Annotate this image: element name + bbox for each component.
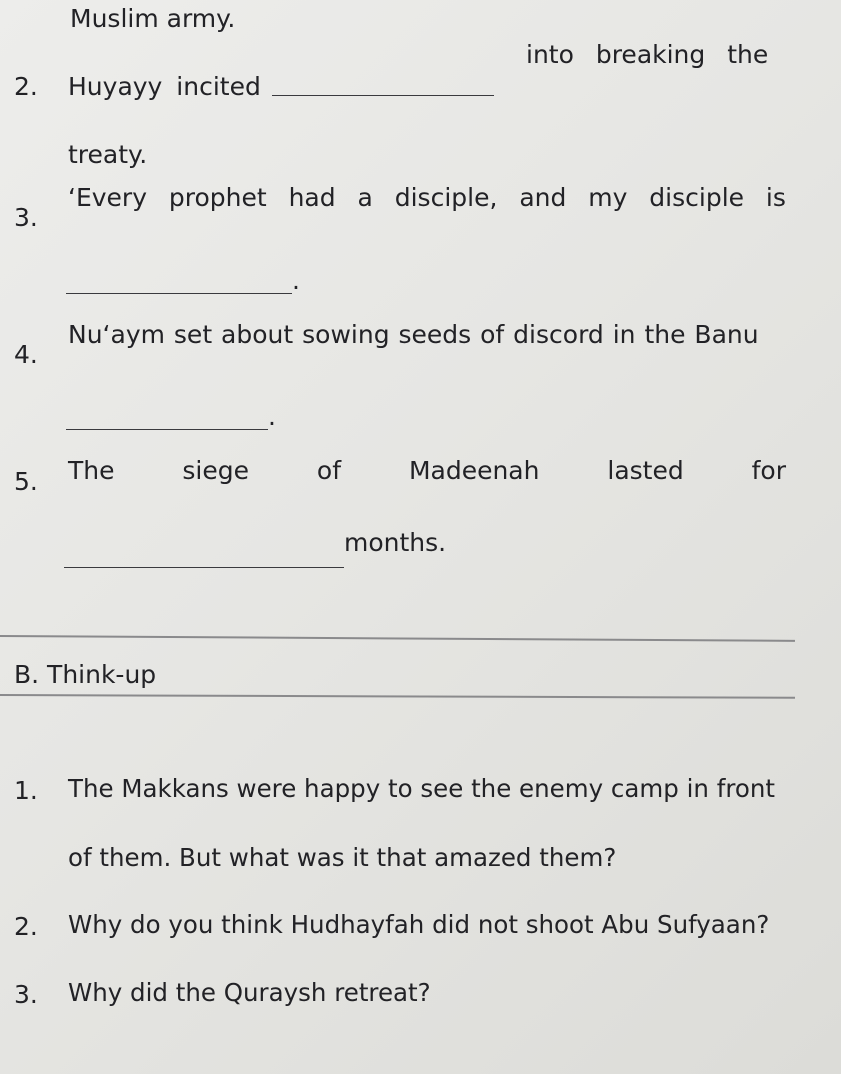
- question-5-word: of: [316, 456, 342, 485]
- question-4-text: Nu‘aym set about sowing seeds of discord in the Banu: [68, 320, 759, 349]
- question-5-number: 5.: [14, 467, 38, 496]
- think-up-question-3-number: 3.: [14, 980, 38, 1009]
- question-5-word: for: [751, 456, 786, 485]
- question-3-word: disciple: [649, 183, 745, 212]
- think-up-question-2-number: 2.: [14, 912, 38, 941]
- question-5-blank[interactable]: [64, 566, 344, 568]
- section-b-bottom-rule: [0, 694, 795, 699]
- question-2-number: 2.: [14, 72, 38, 101]
- question-2-blank[interactable]: [272, 94, 494, 96]
- question-1-tail: Muslim army.: [70, 4, 236, 33]
- think-up-question-2-text: Why do you think Hudhayfah did not shoot Abu Sufyaan?: [68, 910, 770, 939]
- question-5-word: Madeenah: [408, 456, 540, 485]
- question-2-before: Huyayy incited: [68, 72, 261, 101]
- question-3-word: my: [588, 183, 628, 212]
- question-5-word: The: [68, 456, 115, 485]
- question-2-after: into breaking the: [526, 40, 769, 69]
- question-3-word: a: [357, 183, 373, 212]
- question-5-word: siege: [182, 456, 250, 485]
- question-3-end: .: [292, 266, 300, 295]
- question-3-word: had: [288, 183, 336, 212]
- section-b-heading: B. Think-up: [14, 660, 157, 689]
- question-2-continued: treaty.: [68, 140, 148, 169]
- think-up-question-1-text: The Makkans were happy to see the enemy camp in front: [68, 774, 775, 803]
- question-5-after-blank: months.: [344, 528, 447, 557]
- question-3-blank[interactable]: [66, 292, 292, 294]
- question-3-word: disciple,: [394, 183, 498, 212]
- section-b-top-rule: [0, 635, 795, 642]
- question-5-word: lasted: [607, 456, 684, 485]
- question-3-line: [68, 183, 786, 213]
- question-3-word: and: [519, 183, 567, 212]
- question-3-word: prophet: [168, 183, 267, 212]
- question-4-blank[interactable]: [66, 428, 268, 430]
- think-up-question-1-continued: of them. But what was it that amazed them?: [68, 843, 617, 872]
- question-3-word: is: [765, 183, 786, 212]
- question-3-number: 3.: [14, 203, 38, 232]
- question-5-line: [68, 456, 786, 486]
- question-4-number: 4.: [14, 340, 38, 369]
- think-up-question-1-number: 1.: [14, 776, 38, 805]
- question-4-end: .: [268, 402, 276, 431]
- think-up-question-3-text: Why did the Quraysh retreat?: [68, 978, 431, 1007]
- question-3-word: ‘Every: [68, 183, 147, 212]
